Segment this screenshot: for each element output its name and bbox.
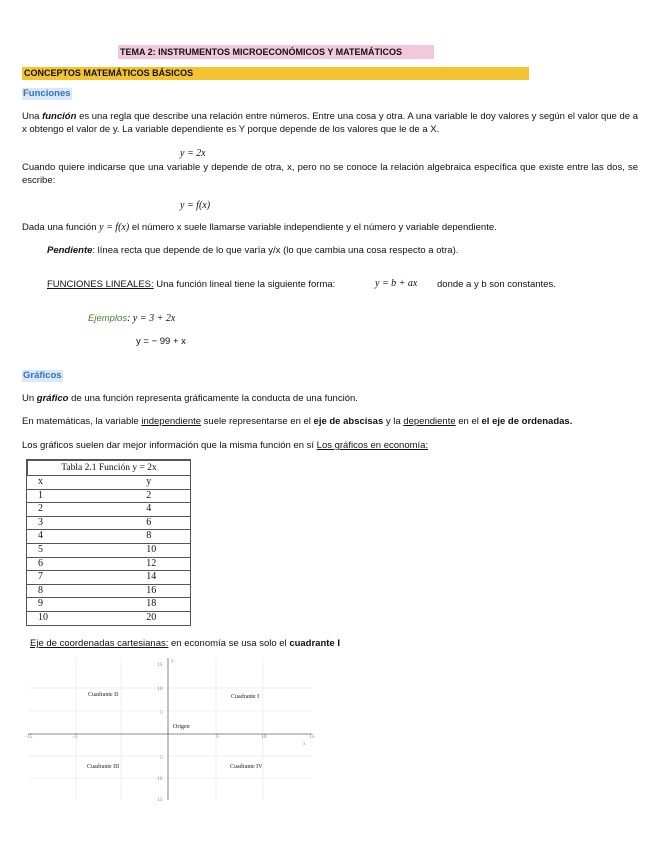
p3-post: el número x suele llamarse variable independiente y el número y variable dependiente. [129,222,497,233]
g-p2-c: y la [383,416,404,427]
variables-definition [22,222,497,233]
graficos-heading: Gráficos [23,370,62,381]
cuadrante-i-term: cuadrante I [289,638,340,649]
cell-x: 7 [38,571,43,583]
table-body [27,476,191,626]
quadrant-i-label: Cuadrante I [231,694,260,700]
pendiente-text: : línea recta que depende de lo que varía y/x (lo que cambia una cosa respecto a otra). [92,245,459,256]
table-row [27,530,191,544]
ordenadas-term: el eje de ordenadas. [481,416,573,427]
y-tick: 5 [160,710,163,716]
cell-y: 2 [146,489,152,501]
abscisas-term: eje de abscisas [313,416,384,427]
document-title: TEMA 2: INSTRUMENTOS MICROECONÓMICOS Y MATEMÁTICOS [118,45,434,59]
pendiente-definition [47,245,458,256]
g-p2-b: suele representarse en el [201,416,314,427]
x-tick: -15 [25,734,33,740]
ejes-text: en economía se usa solo el [168,638,290,649]
table-header-row [27,476,191,490]
cell-x: 9 [38,598,43,610]
funciones-implicit-text: Cuando quiere indicarse que una variable y depende de otra, x, pero no se conoce la relación algebraica específica que existe entre las dos, se escribe: [22,162,638,186]
cell-x: 5 [38,543,43,555]
g-p3-a: Los gráficos suelen dar mejor información que la misma función en sí [22,440,317,451]
y-tick: 10 [157,686,163,692]
ejes-cartesianos-text [30,638,340,649]
table-row [27,516,191,530]
g-p1-pre: Un [22,393,37,404]
function-table [27,460,191,626]
cell-y: 16 [146,584,157,596]
ejemplo-2: y = − 99 + x [136,336,186,347]
table-row [27,557,191,571]
graficos-info-text [22,440,428,451]
cell-y: 18 [146,598,157,610]
header-y: y [146,476,152,487]
x-tick: 10 [261,734,267,740]
header-x: x [38,476,43,487]
funcion-term: función [42,111,77,122]
g-p2-a: En matemáticas, la variable [22,416,142,427]
quadrant-ii-label: Cuadrante II [88,692,119,698]
cell-y: 6 [146,516,152,528]
x-tick: 15 [309,734,315,740]
cell-x: 8 [38,584,43,596]
graficos-economia-link[interactable]: Los gráficos en economía: [316,440,429,451]
lineales-equation: y = b + ax [375,278,418,289]
main-axes [28,658,312,800]
x-axis-label: x [303,741,306,747]
cell-y: 8 [146,530,152,542]
independiente-term: independiente [141,416,202,427]
cell-x: 6 [38,557,43,569]
g-p2-d: en el [455,416,482,427]
cell-y: 4 [146,503,152,515]
equation-y-fx: y = f(x) [180,200,211,211]
pendiente-label: Pendiente [47,245,93,256]
funciones-definition [22,110,638,136]
cell-y: 14 [146,571,157,583]
cartesian-axes-diagram [26,656,316,802]
cell-x: 3 [38,516,43,528]
table-row [27,611,191,625]
y-tick: 15 [157,662,163,668]
y-tick: 10 [157,776,163,782]
x-tick: -5 [73,734,78,740]
table-row [27,571,191,585]
cell-x: 10 [38,611,48,623]
table-row [27,503,191,517]
funciones-lineales [47,279,335,290]
cell-y: 10 [146,543,157,555]
lineales-constants: donde a y b son constantes. [437,279,556,290]
ejes-variables-text [22,416,572,427]
quadrant-iv-label: Cuadrante IV [230,764,263,770]
cell-y: 20 [146,611,157,623]
table-caption: Tabla 2.1 Función y = 2x [27,460,191,475]
g-p1-post: de una función representa gráficamente la conducta de una función. [68,393,358,404]
grid-lines [28,658,312,800]
x-tick: 5 [216,734,219,740]
table-row [27,584,191,598]
tick-labels [25,658,315,803]
cell-x: 4 [38,530,43,542]
origin-label: Origen [173,724,190,730]
p3-pre: Dada una función [22,222,100,233]
ejemplo-1-eq: : y = 3 + 2x [127,313,176,324]
p1-post: es una regla que describe una relación entre números. Entre una cosa y otra. A una variable le doy valores y según el valor que de a x obtengo el valor de y. La variable dependiente es Y porque depende de los valores que le de a X. [22,111,638,135]
cell-x: 1 [38,489,43,501]
grafico-definition [22,393,358,404]
table-row [27,543,191,557]
table-row [27,489,191,503]
dependiente-term: dependiente [403,416,456,427]
quadrant-iii-label: Cuadrante III [87,764,120,770]
p1-pre: Una [22,111,43,122]
table-row [27,598,191,612]
ejes-label: Eje de coordenadas cartesianas: [30,638,169,649]
y-tick: 15 [157,797,163,803]
grafico-term: gráfico [36,393,69,404]
ejemplo-1 [88,313,175,324]
cell-x: 2 [38,503,43,515]
y-axis-label: y [171,658,174,664]
lineales-label: FUNCIONES LINEALES: [47,279,154,290]
equation-y-2x: y = 2x [180,148,206,159]
funciones-heading: Funciones [23,88,71,99]
cell-y: 12 [146,557,157,569]
section-title: CONCEPTOS MATEMÁTICOS BÁSICOS [22,67,529,80]
p3-eq: y = f(x) [99,222,130,233]
lineales-text: Una función lineal tiene la siguiente forma: [153,279,336,290]
y-tick: 5 [160,755,163,761]
quadrant-labels [87,692,263,770]
ejemplos-label: Ejemplos [88,313,128,324]
